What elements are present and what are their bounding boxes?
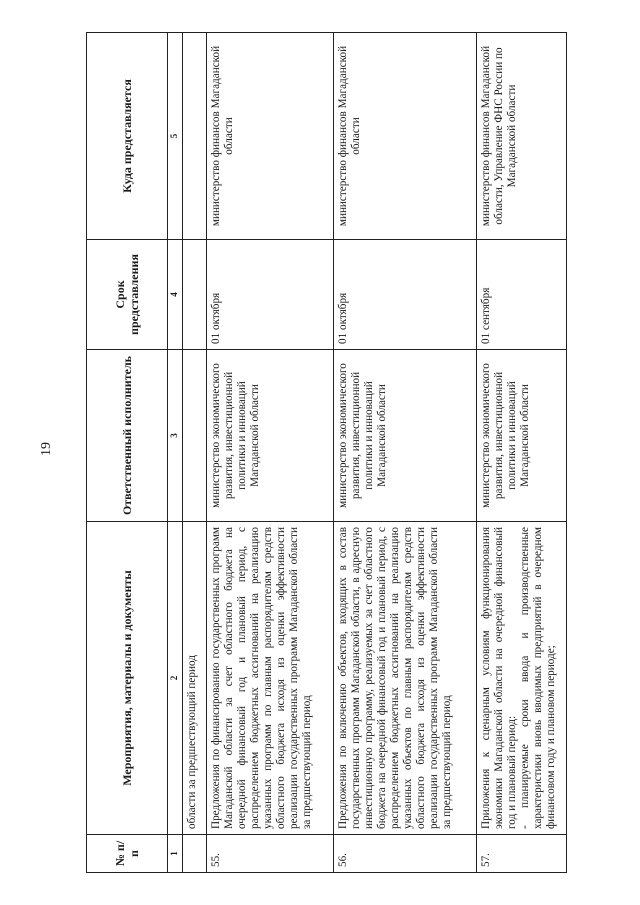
row-description-cell — [477, 522, 567, 835]
row-deadline: 01 октября — [207, 240, 334, 350]
row-deadline: 01 октября — [334, 240, 477, 350]
row-executor: министерство экономического развития, инвестиционной политики и инноваций Магаданской области — [477, 350, 567, 522]
row-deadline — [183, 240, 207, 350]
row-description: Приложения к сценарным условиям функционирования экономики Магаданской области на очередной финансовый год и плановый период: — [480, 527, 518, 829]
column-numbers-row — [168, 33, 183, 873]
row-number: 55. — [207, 835, 334, 873]
row-executor: министерство экономического развития, инвестиционной политики и инноваций Магаданской области — [334, 350, 477, 522]
column-number: 4 — [168, 240, 183, 350]
row-recipient: министерство финансов Магаданской области — [334, 33, 477, 240]
header-deadline: Срок представления — [87, 240, 168, 350]
row-executor — [183, 350, 207, 522]
header-activities: Мероприятия, материалы и документы — [87, 522, 168, 835]
row-number: 56. — [334, 835, 477, 873]
table-row-continuation — [183, 33, 207, 873]
page-number: 19 — [39, 442, 54, 456]
row-description: Предложения по финансированию государственных программ Магаданской области за счет областного бюджета на очередной финансовый год и плановый период, с распределением бюджетных ассигнований на реализацию указанных программ по главным распорядителям средств областного бюджета исходя из оценки эффективности реализации государственных программ Магаданской области за предшествующий период — [207, 522, 334, 835]
column-number: 2 — [168, 522, 183, 835]
header-recipient: Куда представляется — [87, 33, 168, 240]
row-description: области за предшествующий период — [183, 522, 207, 835]
row-deadline: 01 сентября — [477, 240, 567, 350]
header-executor: Ответственный исполнитель — [87, 350, 168, 522]
rotated-table-container — [86, 33, 557, 873]
row-number — [183, 835, 207, 873]
row-recipient: министерство финансов Магаданской области, Управление ФНС России по Магаданской области — [477, 33, 567, 240]
row-description-item: - планируемые сроки ввода и производственные характеристики вновь вводимых предприятий в очередном финансовом году и плановом периоде; — [519, 527, 557, 829]
table-row — [477, 33, 567, 873]
row-executor: министерство экономического развития, инвестиционной политики и инноваций Магаданской области — [207, 350, 334, 522]
column-number: 5 — [168, 33, 183, 240]
row-number: 57. — [477, 835, 567, 873]
table-row — [207, 33, 334, 873]
row-recipient — [183, 33, 207, 240]
plan-table — [86, 32, 567, 873]
column-number: 1 — [168, 835, 183, 873]
row-description: Предложения по включению объектов, входящих в состав государственных программ Магаданской области, в адресную инвестиционную программу, реализуемых за счет областного бюджета на очередной финансовый год и плановый период, с распределением бюджетных ассигнований на реализацию указанных объектов по главным распорядителям средств областного бюджета исходя из оценки эффективности реализации государственных программ Магаданской области за предшествующий период — [334, 522, 477, 835]
header-number: № п/п — [87, 835, 168, 873]
column-number: 3 — [168, 350, 183, 522]
table-row — [334, 33, 477, 873]
row-recipient: министерство финансов Магаданской области — [207, 33, 334, 240]
table-header-row — [87, 33, 168, 873]
